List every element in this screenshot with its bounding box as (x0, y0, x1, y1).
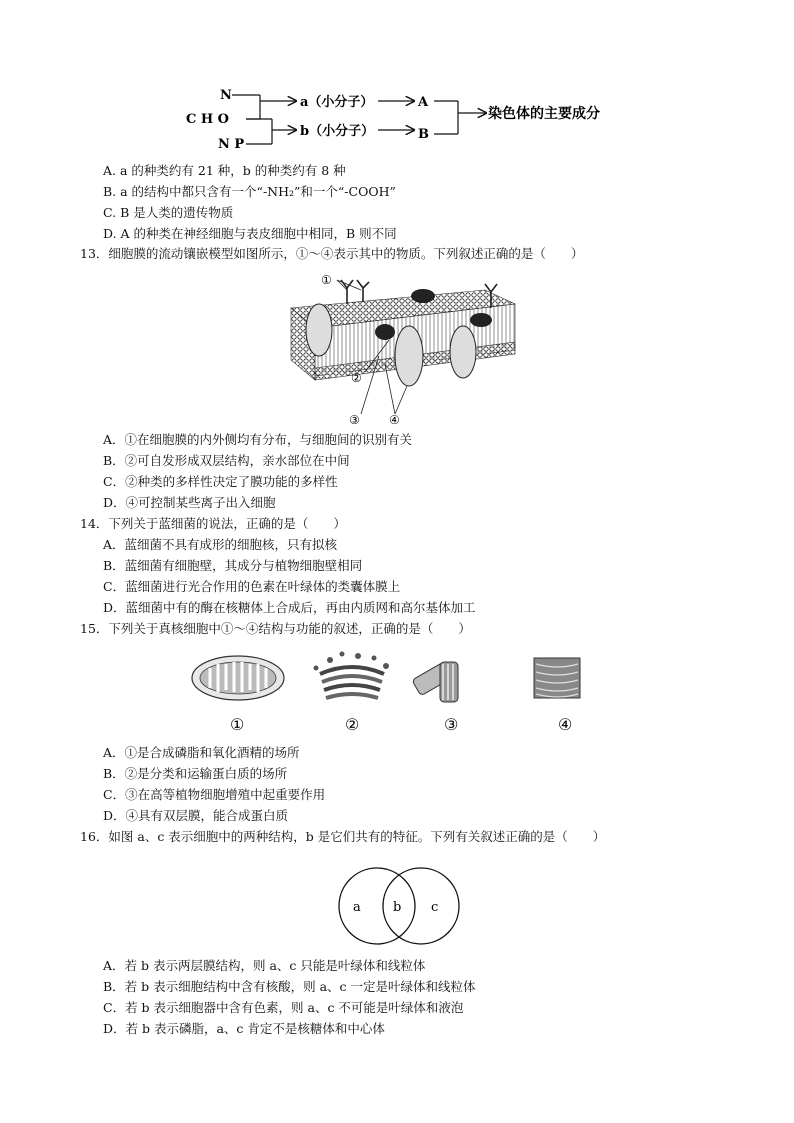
mitochondrion-image (192, 656, 284, 700)
q14-option-b: B．蓝细菌有细胞壁，其成分与植物细胞壁相同 (103, 558, 363, 573)
membrane-label-1: ① (321, 273, 332, 287)
big-a: A (418, 95, 429, 110)
element-cho: C H O (186, 112, 230, 127)
q16-option-c: C．若 b 表示细胞器中含有色素，则 a、c 不可能是叶绿体和液泡 (103, 1000, 464, 1015)
organelle-label-2: ② (345, 715, 360, 734)
organelle-label-4: ④ (558, 715, 573, 734)
q12-option-a: A. a 的种类约有 21 种，b 的种类约有 8 种 (103, 163, 346, 178)
q12-option-d: D. A 的种类在神经细胞与表皮细胞中相同，B 则不同 (103, 226, 397, 241)
organelle-figures (190, 648, 590, 738)
q14-stem: 14．下列关于蓝细菌的说法，正确的是（ ） (80, 516, 346, 531)
q12-option-c: C. B 是人类的遗传物质 (103, 205, 234, 220)
q13-option-b: B．②可自发形成双层结构，亲水部位在中间 (103, 453, 350, 468)
q14-option-a: A．蓝细菌不具有成形的细胞核，只有拟核 (103, 537, 338, 552)
chromosome-component: 染色体的主要成分 (488, 106, 600, 122)
membrane-label-2: ② (351, 371, 362, 385)
q13-option-c: C．②种类的多样性决定了膜功能的多样性 (103, 474, 338, 489)
membrane-label-4: ④ (389, 413, 400, 427)
q13-option-d: D．④可控制某些离子出入细胞 (103, 495, 276, 510)
a-small-molecule: a（小分子） (300, 95, 374, 110)
q13-stem: 13．细胞膜的流动镶嵌模型如图所示，①～④表示其中的物质。下列叙述正确的是（ ） (80, 246, 584, 261)
organelle-label-3: ③ (444, 715, 459, 734)
q15-option-c: C．③在高等植物细胞增殖中起重要作用 (103, 787, 326, 802)
q16-stem: 16．如图 a、c 表示细胞中的两种结构，b 是它们共有的特征。下列有关叙述正确的是（ ） (80, 829, 606, 844)
element-np: N P (218, 137, 245, 152)
organelle-label-1: ① (230, 715, 245, 734)
q16-option-d: D．若 b 表示磷脂，a、c 肯定不是核糖体和中心体 (103, 1021, 385, 1036)
element-n: N (220, 88, 232, 103)
b-small-molecule: b（小分子） (300, 124, 375, 139)
q14-option-c: C．蓝细菌进行光合作用的色素在叶绿体的类囊体膜上 (103, 579, 401, 594)
big-b: B (418, 127, 429, 142)
q15-option-a: A．①是合成磷脂和氧化酒精的场所 (103, 745, 300, 760)
venn-a: a (353, 900, 361, 915)
q16-option-b: B．若 b 表示细胞结构中含有核酸，则 a、c 一定是叶绿体和线粒体 (103, 979, 476, 994)
venn-diagram (335, 860, 465, 950)
golgi-image (314, 652, 390, 699)
q14-option-d: D．蓝细菌中有的酶在核糖体上合成后，再由内质网和高尔基体加工 (103, 600, 476, 615)
centriole-image (412, 662, 458, 702)
venn-c: c (431, 900, 439, 915)
q12-pathway-diagram (180, 84, 620, 154)
q15-option-b: B．②是分类和运输蛋白质的场所 (103, 766, 288, 781)
q16-option-a: A．若 b 表示两层膜结构，则 a、c 只能是叶绿体和线粒体 (103, 958, 426, 973)
membrane-model-figure (285, 268, 525, 428)
q13-option-a: A．①在细胞膜的内外侧均有分布，与细胞间的识别有关 (103, 432, 413, 447)
er-image (534, 658, 580, 698)
venn-circle-left (339, 868, 415, 944)
q12-option-b: B. a 的结构中都只含有一个“-NH₂”和一个“-COOH” (103, 184, 396, 199)
venn-b: b (393, 900, 402, 915)
q15-option-d: D．④具有双层膜，能合成蛋白质 (103, 808, 289, 823)
membrane-label-3: ③ (349, 413, 360, 427)
q15-stem: 15．下列关于真核细胞中①～④结构与功能的叙述，正确的是（ ） (80, 621, 471, 636)
